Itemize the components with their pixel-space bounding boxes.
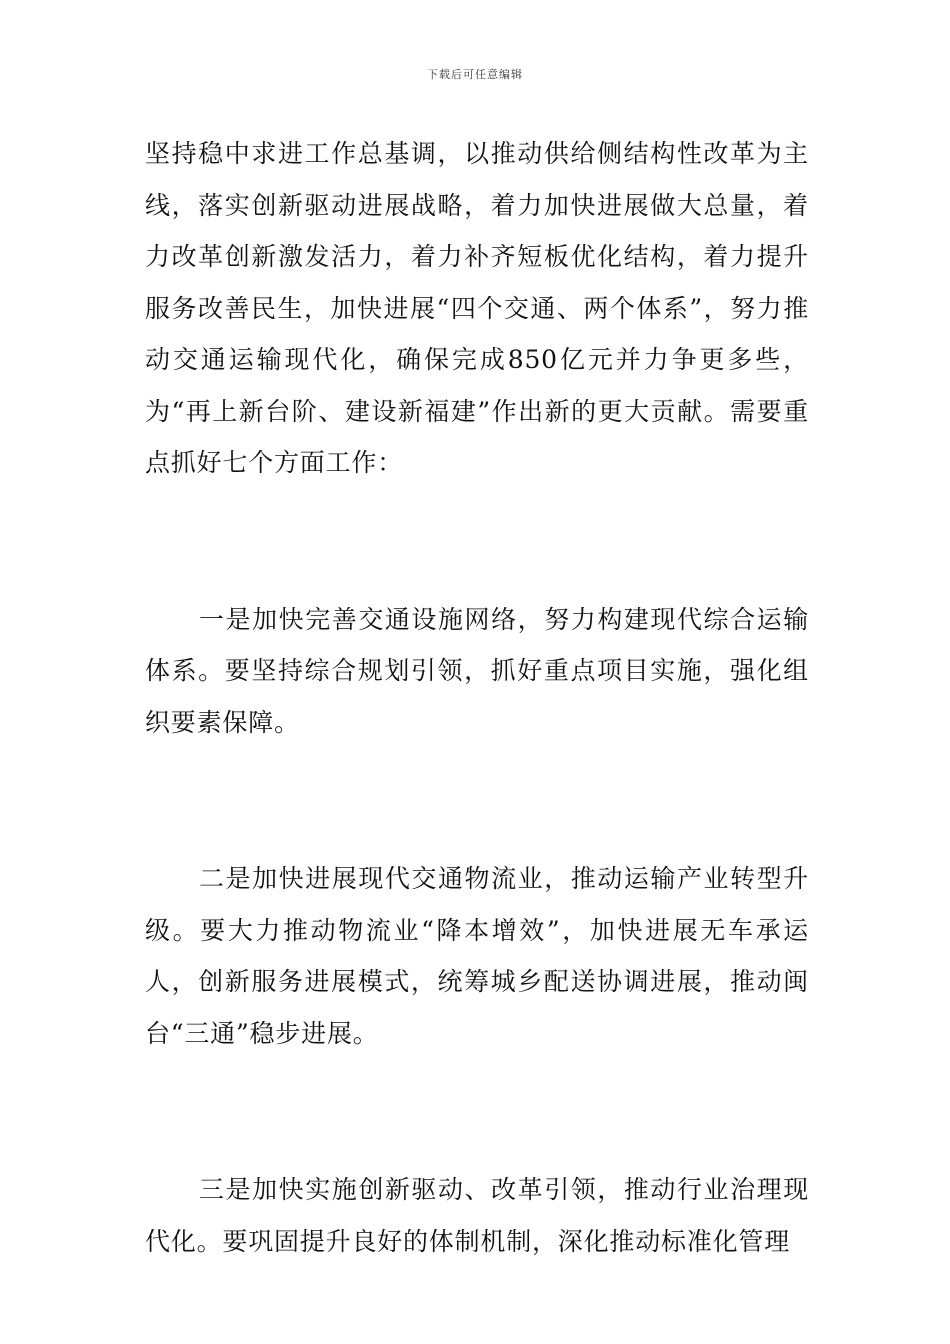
paragraph-item-three: 三是加快实施创新驱动、改革引领，推动行业治理现代化。要巩固提升良好的体制机制，深化推动标准化管理 — [145, 1175, 809, 1256]
page-header: 下载后可任意编辑 — [427, 68, 523, 81]
paragraph-item-one: 一是加快完善交通设施网络，努力构建现代综合运输体系。要坚持综合规划引领，抓好重点项目实施，强化组织要素保障。 — [145, 604, 809, 737]
document-body — [145, 128, 809, 1267]
paragraph-item-two: 二是加快进展现代交通物流业，推动运输产业转型升级。要大力推动物流业“降本增效”，加快进展无车承运人，创新服务进展模式，统筹城乡配送协调进展，推动闽台“三通”稳步进展。 — [145, 864, 809, 1048]
paragraph-intro: 坚持稳中求进工作总基调，以推动供给侧结构性改革为主线，落实创新驱动进展战略，着力加快进展做大总量，着力改革创新激发活力，着力补齐短板优化结构，着力提升服务改善民生，加快进展“四个交通、两个体系”，努力推动交通运输现代化，确保完成850亿元并力争更多些，为“再上新台阶、建设新福建”作出新的更大贡献。需要重点抓好七个方面工作： — [145, 139, 809, 477]
